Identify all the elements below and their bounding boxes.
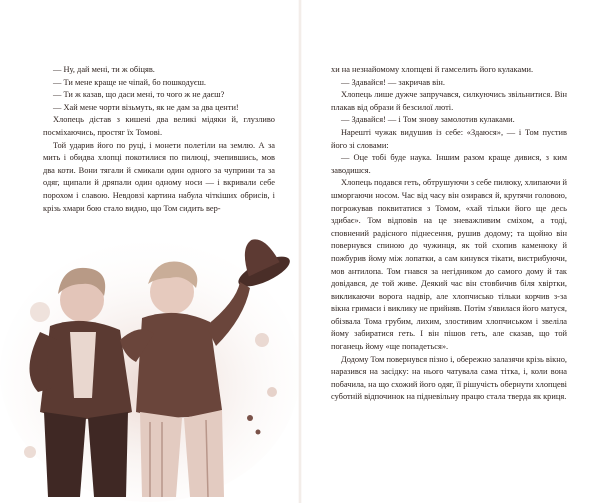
paragraph: Той ударив його по руці, і монети полетіли на землю. А за мить і обидва хлопці покотилися по пилюці, зчепившись, мов два коти. Вони тягали й смикали один одного за чуприни та за одяг, щипали й дряпали один одному носи — і вкривали себе порохом і славою. Невдовзі картина набула чіткіших обрисів, і крізь хмари бою стало видно, що Том сидить вер- bbox=[43, 140, 275, 213]
paragraph: Хлопець подався геть, обтрушуючи з себе пилюку, хлипаючи й шморгаючи носом. Час від часу він озирався й, крутячи головою, погрожував поквитатися з Томом, «хай тільки його ще десь здибає». Том відповів на це зневажливим сміхом, а тоді, сповнений радісного піднесення, рушив додому; та щойно він повернувся спиною до чужинця, як той схопив каменюку й пожбурив йому між лопатки, а сам кинувся тікати, вистрибуючи, мов антилопа. Том гнався за негідником до самого дому й так довідався, де той живе. Деякий час він стовбичив біля хвіртки, викликаючи ворога надвір, але хлопчисько тільки корчив з-за вікна гримаси і виклику не прийняв. Потім з'явилася його матуся, обізвала Тома грубим, лихим, злостивим хлопчиськом і звеліла йому забиратися геть. І він пішов геть, але сказав, що той поганець йому «ще попадеться». bbox=[331, 178, 567, 352]
dialog-line: — Ти мене краще не чіпай, бо пошкодуєш. bbox=[53, 77, 207, 87]
paragraph: Додому Том повернувся пізно і, обережно залазячи крізь вікно, наразився на засідку: на нього чатувала сама тітка, і, коли вона побачила, на що схожий його одяг, її рішучість обернути хлопцеві суботній відпочинок на підневільну працю стала тверда як криця. bbox=[331, 354, 567, 402]
dialog-line: — Здавайся! — і Том знову замолотив кулаками. bbox=[341, 115, 515, 125]
dialog-line: — Ти ж казав, що даси мені, то чого ж не даєш? bbox=[53, 90, 225, 100]
paragraph: хи на незнайомому хлопцеві й гамселить його кулаками. bbox=[331, 65, 534, 74]
dialog-line: — Хай мене чорти візьмуть, як не дам за два центи! bbox=[53, 102, 239, 112]
paragraph: Хлопець лише дужче запручався, силкуючись звільнитися. Він плакав від образи й безсилої люті. bbox=[331, 90, 567, 112]
left-page-text bbox=[43, 64, 275, 215]
right-page-text bbox=[331, 64, 567, 404]
dialog-line: — Ну, дай мені, ти ж обіцяв. bbox=[53, 65, 155, 74]
paragraph: Нарешті чужак видушив із себе: «Здаюся», — і Том пустив його зі словами: bbox=[331, 127, 567, 150]
fight-illustration bbox=[0, 222, 298, 503]
dialog-line: — Здавайся! — закричав він. bbox=[341, 77, 445, 87]
right-page bbox=[302, 0, 600, 503]
paragraph: Хлопець дістав з кишені два великі мідяки й, глузливо посміхаючись, простяг їх Томові. bbox=[43, 115, 275, 137]
dialog-line: — Оце тобі буде наука. Іншим разом краще дивися, з ким заводишся. bbox=[331, 153, 567, 175]
left-page bbox=[0, 0, 298, 503]
